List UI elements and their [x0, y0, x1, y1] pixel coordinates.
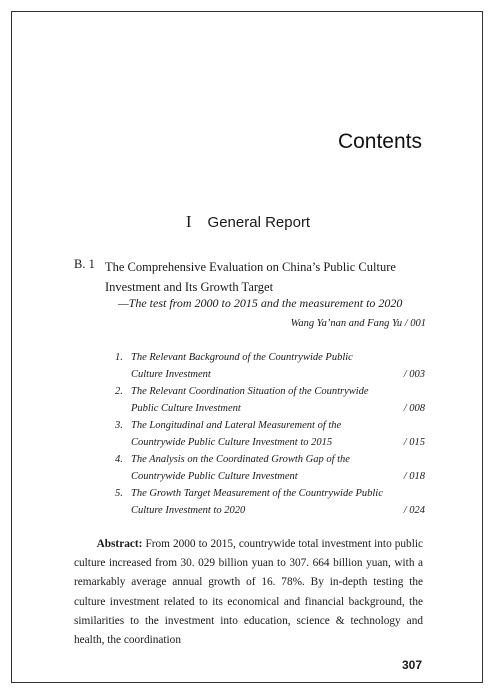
subitem-number: 5.: [115, 488, 123, 499]
entry-author: Wang Ya’nan and Fang Yu / 001: [290, 318, 426, 329]
subitem-title-line2: [115, 400, 425, 417]
subitem-title-line2-text: Countrywide Public Culture Investment: [131, 471, 298, 482]
list-item: [115, 349, 425, 383]
subitem-number: 3.: [115, 420, 123, 431]
subitem-title-line2: [115, 366, 425, 383]
subitem-page: / 024: [403, 505, 425, 516]
subitem-title-line2-text: Culture Investment to 2020: [131, 505, 246, 516]
section-heading: [0, 212, 496, 232]
abstract-text: From 2000 to 2015, countrywide total investment into public culture increased from 30. 029 billion yuan to 307. 664 billion yuan, with a remarkably average annual growth of 16. 78%. By in-depth testing the culture investment related to its economical and financial background, the similarities to the investment into education, science & technology and health, the coordination: [74, 538, 423, 647]
entry-label: B. 1: [74, 257, 95, 271]
entry-title-line1: The Comprehensive Evaluation on China’s Public Culture: [105, 260, 396, 274]
subitem-title-line2-text: Public Culture Investment: [131, 403, 241, 414]
subitem-page: / 008: [403, 403, 425, 414]
list-item: [115, 451, 425, 485]
subitem-title-line1: The Analysis on the Coordinated Growth Gap of the: [131, 454, 350, 465]
subitem-list: [115, 349, 425, 519]
subitem-page: / 003: [403, 369, 425, 380]
subitem-number: 2.: [115, 386, 123, 397]
subitem-title-line2: [115, 434, 425, 451]
subitem-page: / 018: [403, 471, 425, 482]
page-number: 307: [401, 658, 422, 672]
subitem-title-line1: The Relevant Coordination Situation of the Countrywide: [131, 386, 369, 397]
list-item: [115, 417, 425, 451]
list-item: [115, 485, 425, 519]
subitem-title-line1: The Growth Target Measurement of the Countrywide Public: [131, 488, 383, 499]
subitem-number: 4.: [115, 454, 123, 465]
entry-title: [105, 257, 425, 297]
subitem-title-line2: [115, 468, 425, 485]
section-title: General Report: [207, 214, 311, 231]
abstract-label: Abstract:: [96, 538, 143, 550]
subitem-page: / 015: [403, 437, 425, 448]
abstract-paragraph: [74, 535, 423, 650]
section-roman-numeral: I: [185, 212, 192, 231]
subitem-number: 1.: [115, 352, 123, 363]
list-item: [115, 383, 425, 417]
subitem-title-line2-text: Countrywide Public Culture Investment to 2015: [131, 437, 333, 448]
subitem-title-line1: The Longitudinal and Lateral Measurement of the: [131, 420, 342, 431]
subitem-title-line2: [115, 502, 425, 519]
entry-subtitle: —The test from 2000 to 2015 and the measurement to 2020: [118, 296, 403, 310]
subitem-title-line1: The Relevant Background of the Countrywide Public: [131, 352, 353, 363]
subitem-title-line2-text: Culture Investment: [131, 369, 211, 380]
contents-heading: Contents: [337, 130, 422, 153]
entry-title-line2: Investment and Its Growth Target: [105, 280, 274, 294]
